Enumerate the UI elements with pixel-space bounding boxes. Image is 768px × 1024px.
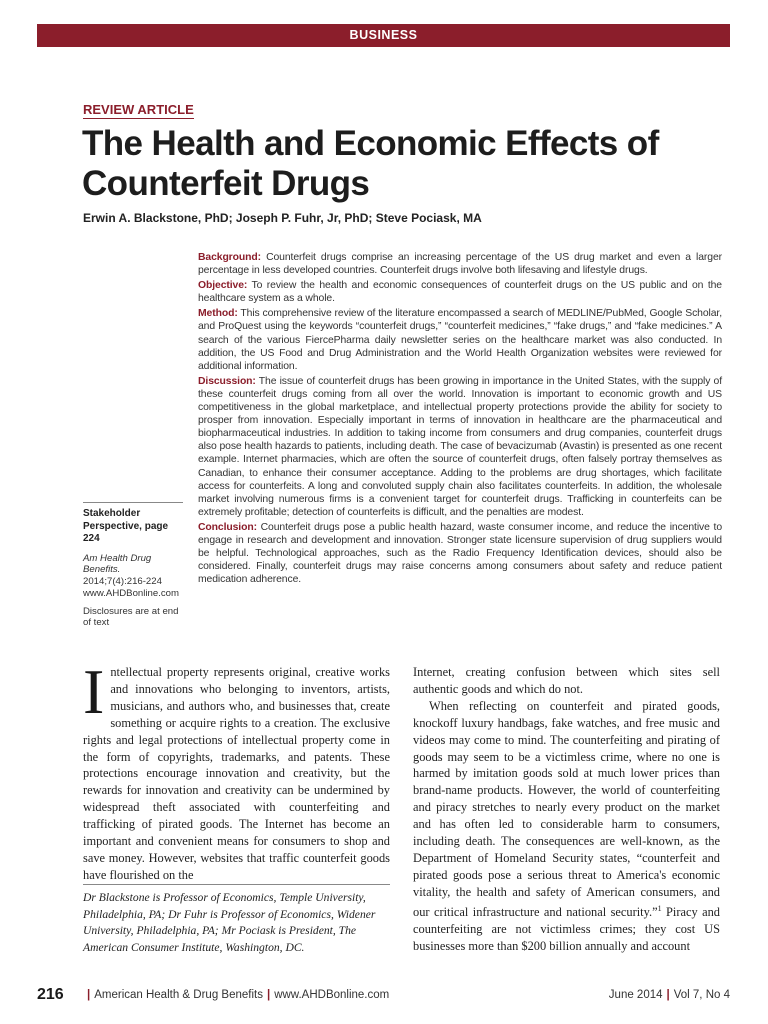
footer-date: June 2014 bbox=[608, 989, 663, 1001]
article-title: The Health and Economic Effects of Counterfeit Drugs bbox=[82, 124, 659, 203]
citation bbox=[83, 553, 183, 600]
drop-cap: I bbox=[83, 656, 105, 727]
body-text-right-2-end: Piracy and counterfeiting are not victimless crimes; they cost US businesses more than $200 billion annually and account bbox=[413, 904, 720, 953]
footer-separator: | bbox=[266, 989, 271, 1001]
body-text-left-1: ntellectual property represents original, creative works and innovations who belonging to inventors, artists, musicians, and authors who, and businesses that, create something or acquire rights to a creation. The exclusive rights and legal protections of intellectual property come in the form of copyrights, trademarks, and patents. These protections encourage innovation and creativity, but the rewards for innovation and creativity can be undermined by widespread theft associated with counterfeiting and trafficking of pirated goods. The Internet has become an important and convenient means for consumers to shop and save money. However, websites that traffic counterfeit goods have flourished on the bbox=[83, 665, 390, 882]
abstract-objective bbox=[198, 279, 722, 305]
footer-volume: Vol 7, No 4 bbox=[673, 989, 730, 1001]
sidebar-rule bbox=[83, 502, 183, 503]
citation-journal: Am Health Drug Benefits. bbox=[83, 552, 152, 576]
abstract-background bbox=[198, 251, 722, 277]
page-number: 216 bbox=[37, 986, 64, 1003]
conclusion-label: Conclusion: bbox=[198, 521, 257, 533]
section-banner: BUSINESS bbox=[37, 24, 730, 47]
footer-right bbox=[609, 983, 730, 1007]
abstract bbox=[198, 251, 722, 588]
disclosures-note: Disclosures are at end of text bbox=[83, 605, 179, 629]
article-type-label: REVIEW ARTICLE bbox=[83, 102, 194, 117]
citation-details: 2014;7(4):216-224 www.AHDBonline.com bbox=[83, 576, 179, 599]
article-authors: Erwin A. Blackstone, PhD; Joseph P. Fuhr, Jr, PhD; Steve Pociask, MA bbox=[83, 211, 482, 225]
footer-separator: | bbox=[666, 989, 670, 1001]
discussion-text: The issue of counterfeit drugs has been growing in importance in the United States, with the supply of these counterfeit drugs coming from all over the world. Innovation is important to economic growth and US competitiveness in the global marketplace, and intellectual property protections provide the ability for society to prosper from innovation. Especially important in terms of innovation in healthcare are the pharmaceutical and biopharmaceutical industries. In addition to taking income from consumers and drug companies, counterfeit drugs also pose health hazards to patients, including death. The case of bevacizumab (Avastin) is presented as one recent example. Internet pharmacies, which are often the source of counterfeit drugs, often falsely portray themselves as Canadian, to enhance their consumer acceptance. Adding to the problems are drug shortages, which facilitate access for counterfeits. A long and convoluted supply chain also facilitates counterfeits. In addition, the wholesale market involving numerous firms is a convenient target for counterfeit drugs. Trafficking in counterfeits can be extremely profitable; detection of counterfeits is difficult, and the penalties are modest. bbox=[198, 375, 722, 518]
page-footer bbox=[37, 983, 730, 1007]
conclusion-text: Counterfeit drugs pose a public health hazard, waste consumer income, and reduce the incentive to engage in research and development and innovation. Stronger state licensure supervision of drug suppliers would be helpful. Technological approaches, such as the Radio Frequency Identification devices, should also be considered. Finally, counterfeit drugs may raise concerns among consumers about safety and reduce patient medication adherence. bbox=[198, 521, 722, 586]
objective-text: To review the health and economic consequences of counterfeit drugs on the US public and on the healthcare system as a whole. bbox=[198, 280, 722, 305]
method-label: Method: bbox=[198, 308, 238, 320]
footer-left bbox=[83, 983, 389, 1007]
background-label: Background: bbox=[198, 252, 261, 263]
discussion-label: Discussion: bbox=[198, 375, 256, 387]
stakeholder-perspective-link[interactable]: Stakeholder Perspective, page 224 bbox=[83, 508, 169, 544]
footer-website-link[interactable]: www.AHDBonline.com bbox=[274, 989, 390, 1001]
body-column-right bbox=[413, 664, 720, 955]
objective-label: Objective: bbox=[198, 280, 248, 292]
author-affiliations-footnote: Dr Blackstone is Professor of Economics, Temple University, Philadelphia, PA; Dr Fuhr is Professor of Economics, Widener University, Philadelphia, PA; Mr Pociask is President, The American Consumer Institute, Washington, DC. bbox=[83, 884, 390, 956]
method-text: This comprehensive review of the literature encompassed a search of MEDLINE/PubMed, Google Scholar, and ProQuest using the keywords “counterfeit drugs,” “counterfeit medicines,” “fake drugs,” and “fake medicines.” A search of the various FiercePharma daily newsletter series on the healthcare market was also conducted. In addition, the US Food and Drug Administration and the World Health Organization websites were reviewed for additional information. bbox=[198, 308, 722, 372]
footer-journal-name: American Health & Drug Benefits bbox=[94, 989, 263, 1001]
abstract-method bbox=[198, 307, 722, 372]
body-column-left bbox=[83, 656, 390, 884]
body-text-right-1: Internet, creating confusion between which sites sell authentic goods and which do not. bbox=[413, 665, 720, 696]
body-text-right-2: When reflecting on counterfeit and pirated goods, knockoff luxury handbags, fake watches, and free music and videos may come to mind. The counterfeiting and pirating of goods may seem to be a victimless crime, where no one is harmed by imitation goods sold at much lower prices than brand-name products. However, the world of counterfeiting and piracy stretches to nearly every product on the market and has often led to considerable harm to consumers, including death. The consequences are well-known, as the Department of Homeland Security states, “counterfeit and pirated goods pose a serious threat to America's economic vitality, the health and safety of American consumers, and our critical infrastructure and national security.” bbox=[413, 698, 720, 919]
footer-separator: | bbox=[87, 989, 91, 1001]
body-paragraph bbox=[413, 698, 720, 955]
reference-superscript[interactable]: 1 bbox=[657, 903, 662, 913]
abstract-discussion bbox=[198, 375, 722, 519]
abstract-conclusion bbox=[198, 521, 722, 586]
background-text: Counterfeit drugs comprise an increasing percentage of the US drug market and even a larger percentage in less developed countries. Counterfeit drugs involve both lifesaving and lifestyle drugs. bbox=[198, 252, 722, 277]
body-paragraph bbox=[83, 656, 390, 884]
article-sidebar bbox=[83, 502, 183, 629]
